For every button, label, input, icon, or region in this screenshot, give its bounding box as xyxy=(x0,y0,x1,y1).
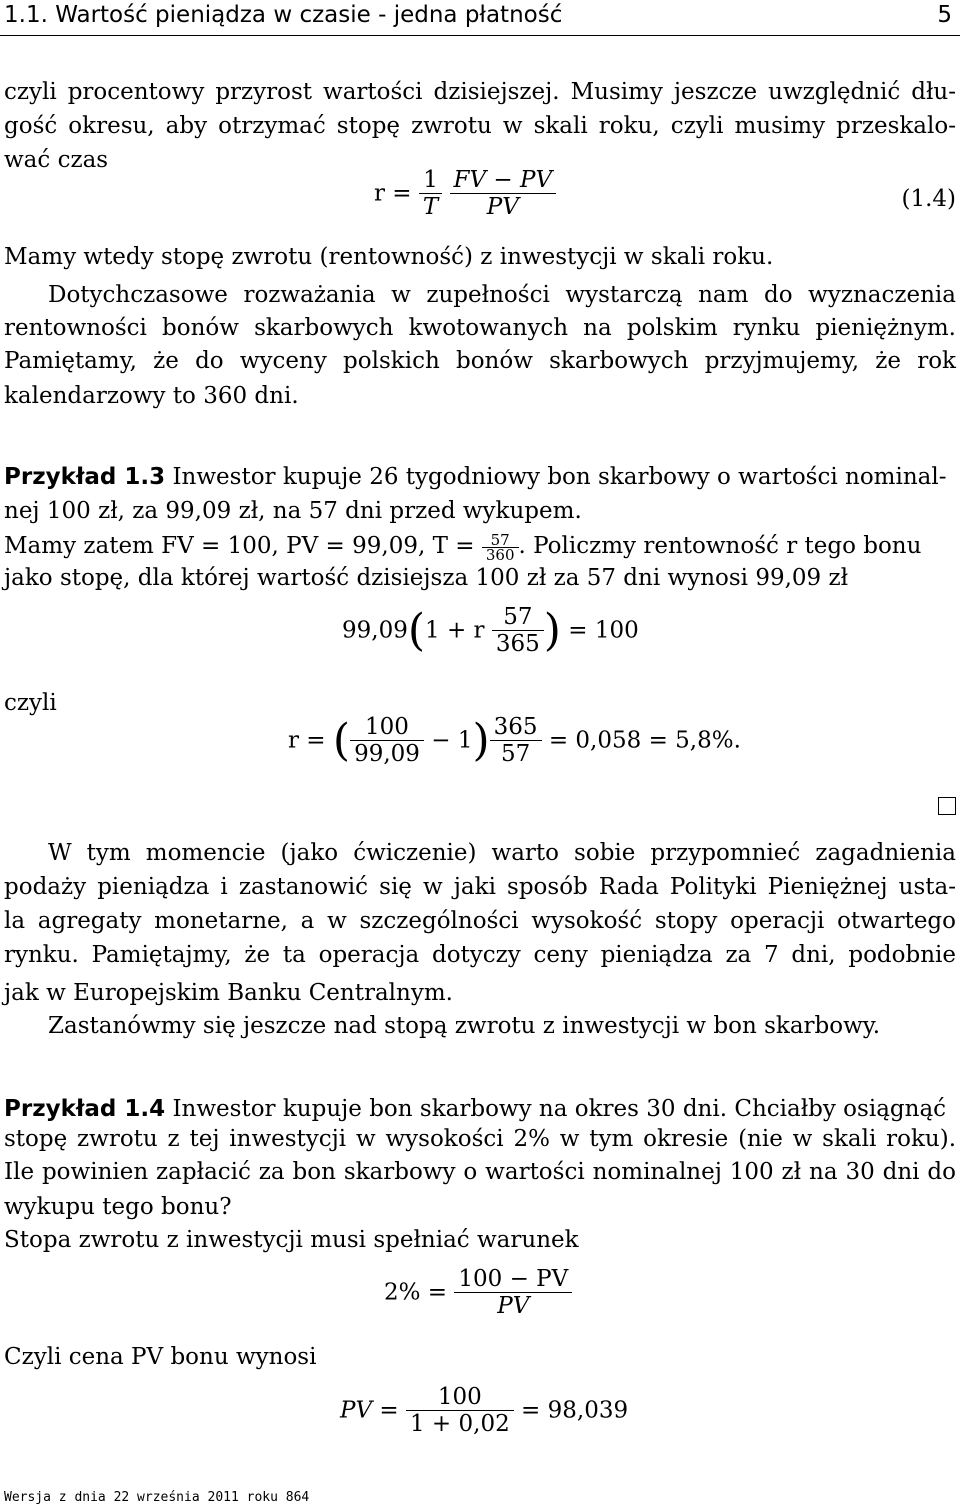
para4-line3: la agregaty monetarne, a w szczególności wysokość stopy operacji otwartego xyxy=(4,908,956,934)
example-1-3-line2: nej 100 zł, za 99,09 zł, na 57 dni przed wykupem. xyxy=(4,498,582,524)
para4-line6: Zastanówmy się jeszcze nad stopą zwrotu z inwestycji w bon skarbowy. xyxy=(48,1013,881,1039)
equation-c: 2% = $\frac{100 - PV}{PV}$ xyxy=(384,1266,572,1319)
eq14-lhs: r = xyxy=(374,180,412,207)
example-1-4-line5: Stopa zwrotu z inwestycji musi spełniać warunek xyxy=(4,1227,579,1253)
para3-line3: Pamiętamy, że do wyceny polskich bonów skarbowych przyjmujemy, że rok xyxy=(4,348,956,374)
example-1-3-label: Przykład 1.3 xyxy=(4,464,166,490)
para4-line4: rynku. Pamiętajmy, że ta operacja dotyczy ceny pieniądza za 7 dni, podobnie xyxy=(4,942,956,968)
example-1-4-line6: Czyli cena PV bonu wynosi xyxy=(4,1344,317,1370)
example-1-4-line1: Przykład 1.4 Inwestor kupuje bon skarbowy na okres 30 dni. Chciałby osiągnąć xyxy=(4,1096,947,1122)
para2: Mamy wtedy stopę zwrotu (rentowność) z inwestycji w skali roku. xyxy=(4,244,774,270)
page-number: 5 xyxy=(937,2,952,28)
running-header: 1.1. Wartość pieniądza w czasie - jedna płatność xyxy=(4,2,563,28)
equation-d: PV = $\frac{100}{1 + 0,02}$ = 98,039 xyxy=(340,1384,629,1437)
example-1-4-line3: Ile powinien zapłacić za bon skarbowy o wartości nominalnej 100 zł na 30 dni do xyxy=(4,1159,956,1185)
equation-a: 99,09(1 + r $\frac{57}{365}$ ) = 100 xyxy=(342,604,639,657)
para4-line2: podaży pieniądza i zastanowić się w jaki sposób Rada Polityki Pieniężnej usta- xyxy=(4,874,956,900)
example-1-4-line4: wykupu tego bonu? xyxy=(4,1194,232,1220)
example-1-3-line1: Przykład 1.3 Inwestor kupuje 26 tygodniowy bon skarbowy o wartości nominal- xyxy=(4,464,947,490)
para3-line1: Dotychczasowe rozważania w zupełności wystarczą nam do wyznaczenia xyxy=(48,282,956,308)
example-1-3-line4: jako stopę, dla której wartość dzisiejsza 100 zł za 57 dni wynosi 99,09 zł xyxy=(4,565,849,591)
equation-1-4 xyxy=(374,167,556,220)
para1-line1: czyli procentowy przyrost wartości dzisiejszej. Musimy jeszcze uwzględnić dłu- xyxy=(4,79,956,105)
equation-number: (1.4) xyxy=(901,186,956,212)
para3-line2: rentowności bonów skarbowych kwotowanych na polskim rynku pieniężnym. xyxy=(4,315,956,341)
eq14-frac2: $\frac{FV - PV}{PV}$ xyxy=(450,167,557,220)
para1-line3: wać czas xyxy=(4,147,109,173)
qed-square-icon xyxy=(938,797,956,815)
equation-b: r = ( $\frac{100}{99,09}$ − 1) $\frac{365}{57}$ = 0,058 = 5,8%. xyxy=(288,714,741,767)
header-rule xyxy=(0,35,960,36)
footer-version: Wersja z dnia 22 września 2011 roku 864 xyxy=(4,1490,310,1505)
para3-line4: kalendarzowy to 360 dni. xyxy=(4,383,299,409)
para4-line5: jak w Europejskim Banku Centralnym. xyxy=(4,980,453,1006)
czyli-label: czyli xyxy=(4,690,57,716)
example-1-3-line3: Mamy zatem FV = 100, PV = 99,09, T = $\frac{57}{360}$ . Policzmy rentowność r tego bonu xyxy=(4,530,922,564)
para4-line1: W tym momencie (jako ćwiczenie) warto sobie przypomnieć zagadnienia xyxy=(48,840,956,866)
example-1-4-label: Przykład 1.4 xyxy=(4,1096,166,1122)
example-1-4-line2: stopę zwrotu z tej inwestycji w wysokości 2% w tym okresie (nie w skali roku). xyxy=(4,1126,956,1152)
eq14-frac1: $\frac{1}{T}$ xyxy=(419,167,442,220)
para1-line2: gość okresu, aby otrzymać stopę zwrotu w skali roku, czyli musimy przeskalo- xyxy=(4,113,956,139)
